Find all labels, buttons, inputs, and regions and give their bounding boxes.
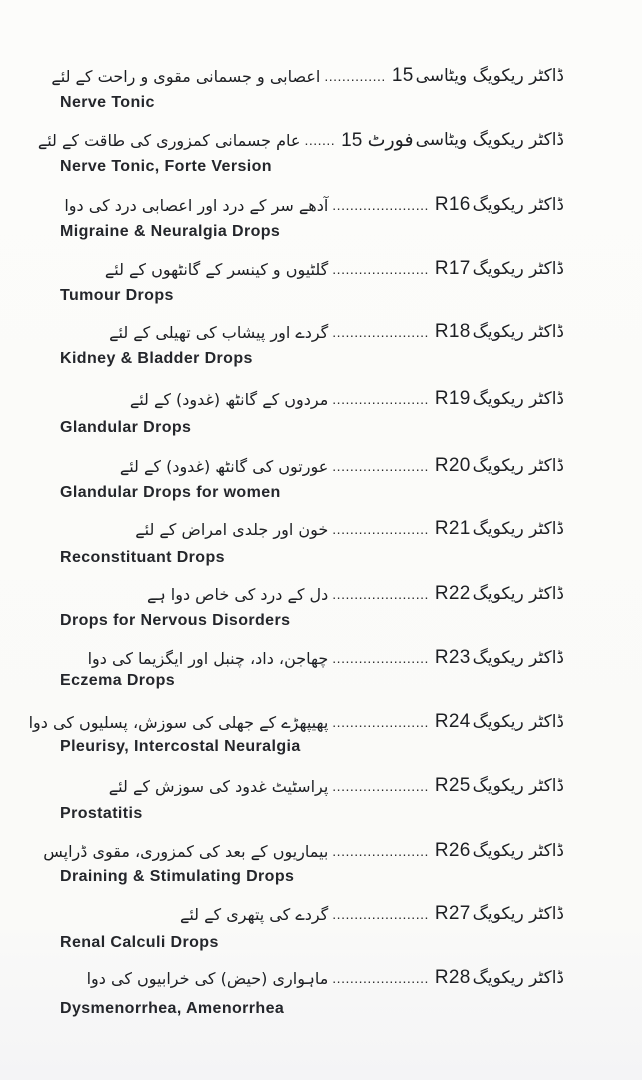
english-name: Reconstituant Drops [60, 549, 225, 566]
list-item [28, 706, 600, 768]
english-name: Glandular Drops [60, 419, 192, 436]
brand-name: ڈاکٹر ریکویگ [472, 389, 564, 409]
brand-name: ڈاکٹر ریکویگ [472, 519, 564, 539]
english-name: Dysmenorrhea, Amenorrhea [60, 1000, 285, 1017]
leader-dots: ...................... [332, 778, 429, 794]
brand-name: ڈاکٹر ریکویگ ویٹاسی [415, 66, 564, 86]
leader-dots: ...................... [332, 261, 429, 277]
urdu-heading [135, 513, 564, 545]
urdu-description: عام جسمانی کمزوری کی طاقت کے لئے [37, 130, 301, 150]
english-name: Migraine & Neuralgia Drops [60, 223, 281, 240]
leader-dots: ...................... [332, 391, 429, 407]
english-name: Drops for Nervous Disorders [60, 612, 291, 629]
list-item [40, 189, 600, 251]
leader-dots: ...................... [332, 714, 429, 730]
urdu-description: ماہواری (حیض) کی خرابیوں کی دوا [86, 968, 329, 988]
list-item [37, 124, 600, 186]
english-name: Prostatitis [60, 805, 143, 822]
brand-name: ڈاکٹر ریکویگ [472, 456, 564, 476]
brand-name: ڈاکٹر ریکویگ [472, 584, 564, 604]
brand-name: ڈاکٹر ریکویگ [472, 841, 564, 861]
list-item [40, 513, 600, 575]
leader-dots: ...................... [332, 906, 429, 922]
english-name: Glandular Drops for women [60, 484, 281, 501]
product-code: R21 [434, 518, 471, 539]
english-name: Renal Calculi Drops [60, 934, 219, 951]
list-item [40, 450, 600, 512]
product-code: 15 [391, 65, 414, 86]
product-code: R20 [434, 455, 471, 476]
leader-dots: ...................... [332, 458, 429, 474]
brand-name: ڈاکٹر ریکویگ [472, 712, 564, 732]
brand-name: ڈاکٹر ریکویگ [472, 322, 564, 342]
urdu-heading [109, 316, 564, 348]
urdu-heading [51, 60, 564, 92]
list-item [40, 770, 600, 832]
list-item [40, 253, 600, 315]
product-code: R25 [434, 775, 471, 796]
urdu-description: آدھے سر کے درد اور اعصابی درد کی دوا [64, 195, 329, 215]
brand-name: ڈاکٹر ریکویگ [472, 968, 564, 988]
english-name: Tumour Drops [60, 287, 174, 304]
list-item [40, 835, 600, 897]
leader-dots: ...................... [332, 843, 429, 859]
product-code: R22 [434, 583, 471, 604]
brand-name: ڈاکٹر ریکویگ [472, 259, 564, 279]
urdu-heading [130, 383, 564, 415]
english-name: Eczema Drops [60, 672, 176, 689]
list-item [40, 316, 600, 378]
english-name: Kidney & Bladder Drops [60, 350, 253, 367]
list-item [40, 642, 600, 704]
list-item [40, 60, 600, 122]
urdu-description: پھیپھڑے کے جھلی کی سوزش، پسلیوں کی دوا [28, 712, 329, 732]
leader-dots: ...................... [332, 970, 429, 986]
urdu-heading [109, 770, 564, 802]
urdu-heading [43, 835, 564, 867]
urdu-description: اعصابی و جسمانی مقوی و راحت کے لئے [51, 66, 321, 86]
urdu-description: چھاجن، داد، چنبل اور ایگزیما کی دوا [87, 648, 329, 668]
english-name: Draining & Stimulating Drops [60, 868, 295, 885]
urdu-heading [180, 898, 564, 930]
product-code: R28 [434, 967, 471, 988]
urdu-heading [88, 642, 564, 674]
urdu-description: پراسٹیٹ غدود کی سوزش کے لئے [108, 776, 329, 796]
list-item [40, 962, 600, 1024]
brand-name: ڈاکٹر ریکویگ ویٹاسی [415, 130, 564, 150]
product-code: R24 [434, 711, 471, 732]
leader-dots: ...................... [332, 521, 429, 537]
urdu-description: مردوں کے گانٹھ (غدود) کے لئے [129, 389, 329, 409]
brand-name: ڈاکٹر ریکویگ [472, 648, 564, 668]
urdu-heading [120, 450, 564, 482]
english-name: Nerve Tonic, Forte Version [60, 158, 272, 175]
urdu-heading [38, 124, 564, 156]
english-name: Pleurisy, Intercostal Neuralgia [60, 738, 301, 755]
product-code: R16 [434, 194, 471, 215]
leader-dots: ...................... [332, 324, 429, 340]
urdu-description: گردے کی پتھری کے لئے [179, 904, 329, 924]
list-item [40, 578, 600, 640]
product-code: 15 فورٹ [341, 129, 414, 151]
brand-name: ڈاکٹر ریکویگ [472, 904, 564, 924]
urdu-description: بیماریوں کے بعد کی کمزوری، مقوی ڈراپس [43, 841, 329, 861]
product-code: R17 [434, 258, 471, 279]
urdu-description: گلٹیوں و کینسر کے گانٹھوں کے لئے [104, 259, 329, 279]
urdu-description: گردے اور پیشاب کی تھیلی کے لئے [109, 322, 329, 342]
brand-name: ڈاکٹر ریکویگ [472, 195, 564, 215]
product-code: R19 [434, 388, 471, 409]
leader-dots: ....... [304, 132, 336, 148]
product-code: R27 [434, 903, 471, 924]
urdu-heading [147, 578, 564, 610]
urdu-heading [64, 189, 564, 221]
leader-dots: ...................... [332, 650, 429, 666]
product-code: R18 [434, 321, 471, 342]
product-code: R23 [434, 647, 471, 668]
brand-name: ڈاکٹر ریکویگ [472, 776, 564, 796]
urdu-heading [87, 962, 564, 994]
urdu-description: دل کے درد کی خاص دوا ہے [146, 584, 329, 604]
english-name: Nerve Tonic [60, 94, 155, 111]
product-code: R26 [434, 840, 471, 861]
urdu-description: خون اور جلدی امراض کے لئے [135, 519, 329, 539]
leader-dots: ...................... [332, 197, 429, 213]
leader-dots: ...................... [332, 586, 429, 602]
list-item [40, 383, 600, 445]
list-item [40, 898, 600, 960]
urdu-heading [29, 706, 564, 738]
urdu-description: عورتوں کی گانٹھ (غدود) کے لئے [119, 456, 329, 476]
leader-dots: .............. [324, 68, 386, 84]
urdu-heading [105, 253, 564, 285]
